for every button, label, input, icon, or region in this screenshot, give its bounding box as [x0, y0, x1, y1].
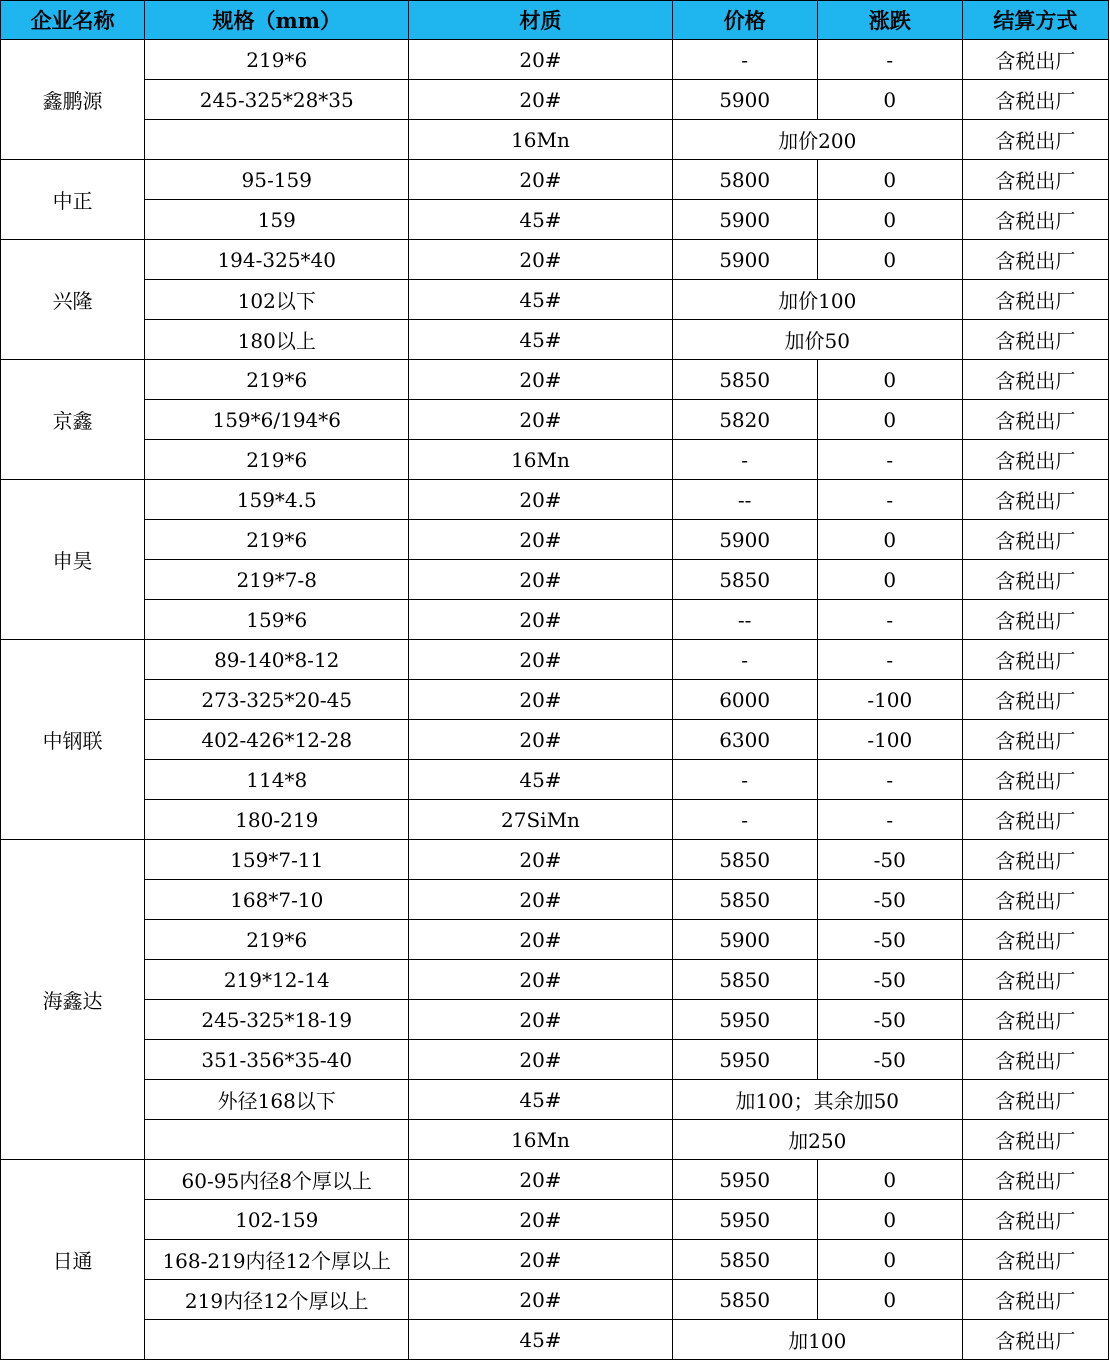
price-cell: 5850: [672, 880, 817, 920]
spec-cell: 402-426*12-28: [145, 720, 409, 760]
change-cell: 0: [817, 80, 962, 120]
material-cell: 20#: [409, 840, 672, 880]
price-cell: 5950: [672, 1160, 817, 1200]
settlement-cell: 含税出厂: [962, 1200, 1108, 1240]
change-cell: 0: [817, 1160, 962, 1200]
settlement-cell: 含税出厂: [962, 720, 1108, 760]
settlement-cell: 含税出厂: [962, 520, 1108, 560]
table-row: [1, 680, 1109, 720]
price-cell: 5850: [672, 560, 817, 600]
change-cell: -50: [817, 880, 962, 920]
price-cell: -: [672, 440, 817, 480]
settlement-cell: 含税出厂: [962, 640, 1108, 680]
settlement-cell: 含税出厂: [962, 1160, 1108, 1200]
spec-cell: 159*7-11: [145, 840, 409, 880]
company-cell: 中正: [1, 160, 145, 240]
table-row: [1, 280, 1109, 320]
settlement-cell: 含税出厂: [962, 680, 1108, 720]
settlement-cell: 含税出厂: [962, 1000, 1108, 1040]
header-material: 材质: [409, 1, 672, 40]
material-cell: 20#: [409, 400, 672, 440]
price-cell: 5850: [672, 1280, 817, 1320]
material-cell: 20#: [409, 720, 672, 760]
change-cell: 0: [817, 1240, 962, 1280]
settlement-cell: 含税出厂: [962, 1280, 1108, 1320]
price-cell: 5850: [672, 1240, 817, 1280]
table-row: [1, 560, 1109, 600]
table-row: [1, 640, 1109, 680]
spec-cell: 219*6: [145, 360, 409, 400]
settlement-cell: 含税出厂: [962, 880, 1108, 920]
settlement-cell: 含税出厂: [962, 1120, 1108, 1160]
change-cell: -50: [817, 960, 962, 1000]
spec-cell: 245-325*28*35: [145, 80, 409, 120]
material-cell: 45#: [409, 320, 672, 360]
material-cell: 27SiMn: [409, 800, 672, 840]
settlement-cell: 含税出厂: [962, 200, 1108, 240]
settlement-cell: 含税出厂: [962, 400, 1108, 440]
material-cell: 20#: [409, 960, 672, 1000]
settlement-cell: 含税出厂: [962, 240, 1108, 280]
table-row: [1, 920, 1109, 960]
spec-cell: 219*6: [145, 40, 409, 80]
price-note-cell: 加价100: [672, 280, 962, 320]
change-cell: -50: [817, 1040, 962, 1080]
price-cell: -: [672, 800, 817, 840]
price-cell: 5800: [672, 160, 817, 200]
table-row: [1, 1080, 1109, 1120]
change-cell: -: [817, 40, 962, 80]
table-row: [1, 1000, 1109, 1040]
company-cell: 中钢联: [1, 640, 145, 840]
table-row: [1, 1320, 1109, 1360]
table-row: [1, 760, 1109, 800]
spec-cell: 273-325*20-45: [145, 680, 409, 720]
material-cell: 20#: [409, 1200, 672, 1240]
price-cell: -: [672, 760, 817, 800]
material-cell: 20#: [409, 40, 672, 80]
material-cell: 16Mn: [409, 120, 672, 160]
spec-cell: 219内径12个厚以上: [145, 1280, 409, 1320]
material-cell: 20#: [409, 80, 672, 120]
spec-cell: 159*6/194*6: [145, 400, 409, 440]
table-header: [1, 1, 1109, 40]
change-cell: -100: [817, 680, 962, 720]
table-row: [1, 480, 1109, 520]
header-change: 涨跌: [817, 1, 962, 40]
material-cell: 45#: [409, 760, 672, 800]
spec-cell: 外径168以下: [145, 1080, 409, 1120]
price-cell: -: [672, 40, 817, 80]
change-cell: 0: [817, 1280, 962, 1320]
spec-cell: 245-325*18-19: [145, 1000, 409, 1040]
material-cell: 45#: [409, 1320, 672, 1360]
spec-cell: 219*12-14: [145, 960, 409, 1000]
material-cell: 20#: [409, 880, 672, 920]
price-cell: 6000: [672, 680, 817, 720]
spec-cell: 168-219内径12个厚以上: [145, 1240, 409, 1280]
table-row: [1, 880, 1109, 920]
settlement-cell: 含税出厂: [962, 440, 1108, 480]
table-row: [1, 1240, 1109, 1280]
settlement-cell: 含税出厂: [962, 80, 1108, 120]
table-row: [1, 200, 1109, 240]
settlement-cell: 含税出厂: [962, 40, 1108, 80]
spec-cell: 194-325*40: [145, 240, 409, 280]
table-body: [1, 40, 1109, 1360]
price-cell: 5950: [672, 1200, 817, 1240]
header-row: [1, 1, 1109, 40]
spec-cell: 95-159: [145, 160, 409, 200]
change-cell: 0: [817, 360, 962, 400]
change-cell: 0: [817, 560, 962, 600]
settlement-cell: 含税出厂: [962, 960, 1108, 1000]
settlement-cell: 含税出厂: [962, 360, 1108, 400]
header-price: 价格: [672, 1, 817, 40]
settlement-cell: 含税出厂: [962, 840, 1108, 880]
table-row: [1, 840, 1109, 880]
price-cell: 5950: [672, 1000, 817, 1040]
material-cell: 16Mn: [409, 440, 672, 480]
change-cell: -100: [817, 720, 962, 760]
spec-cell: 102-159: [145, 1200, 409, 1240]
settlement-cell: 含税出厂: [962, 480, 1108, 520]
settlement-cell: 含税出厂: [962, 920, 1108, 960]
material-cell: 20#: [409, 1280, 672, 1320]
material-cell: 20#: [409, 600, 672, 640]
price-cell: 5850: [672, 360, 817, 400]
spec-cell: 180以上: [145, 320, 409, 360]
settlement-cell: 含税出厂: [962, 320, 1108, 360]
settlement-cell: 含税出厂: [962, 1080, 1108, 1120]
price-note-cell: 加价200: [672, 120, 962, 160]
price-note-cell: 加250: [672, 1120, 962, 1160]
material-cell: 20#: [409, 1040, 672, 1080]
table-row: [1, 960, 1109, 1000]
settlement-cell: 含税出厂: [962, 800, 1108, 840]
spec-cell: 351-356*35-40: [145, 1040, 409, 1080]
settlement-cell: 含税出厂: [962, 1320, 1108, 1360]
price-cell: 5820: [672, 400, 817, 440]
price-note-cell: 加100: [672, 1320, 962, 1360]
table-row: [1, 600, 1109, 640]
spec-cell: [145, 1120, 409, 1160]
material-cell: 45#: [409, 200, 672, 240]
change-cell: 0: [817, 400, 962, 440]
settlement-cell: 含税出厂: [962, 1040, 1108, 1080]
change-cell: 0: [817, 160, 962, 200]
change-cell: -: [817, 800, 962, 840]
price-cell: 5900: [672, 920, 817, 960]
change-cell: -50: [817, 840, 962, 880]
table-row: [1, 320, 1109, 360]
table-row: [1, 800, 1109, 840]
change-cell: 0: [817, 200, 962, 240]
table-row: [1, 1280, 1109, 1320]
material-cell: 20#: [409, 640, 672, 680]
spec-cell: 219*6: [145, 440, 409, 480]
table-row: [1, 1200, 1109, 1240]
company-cell: 海鑫达: [1, 840, 145, 1160]
spec-cell: 114*8: [145, 760, 409, 800]
price-note-cell: 加价50: [672, 320, 962, 360]
price-note-cell: 加100；其余加50: [672, 1080, 962, 1120]
change-cell: -: [817, 760, 962, 800]
spec-cell: 60-95内径8个厚以上: [145, 1160, 409, 1200]
material-cell: 45#: [409, 1080, 672, 1120]
change-cell: 0: [817, 1200, 962, 1240]
change-cell: -: [817, 480, 962, 520]
material-cell: 16Mn: [409, 1120, 672, 1160]
settlement-cell: 含税出厂: [962, 600, 1108, 640]
table-row: [1, 400, 1109, 440]
material-cell: 20#: [409, 920, 672, 960]
spec-cell: 180-219: [145, 800, 409, 840]
change-cell: -: [817, 640, 962, 680]
material-cell: 20#: [409, 560, 672, 600]
change-cell: -: [817, 600, 962, 640]
spec-cell: 219*6: [145, 520, 409, 560]
change-cell: -50: [817, 920, 962, 960]
spec-cell: [145, 1320, 409, 1360]
spec-cell: 159*6: [145, 600, 409, 640]
spec-cell: 159: [145, 200, 409, 240]
table-row: [1, 80, 1109, 120]
material-cell: 20#: [409, 1160, 672, 1200]
company-cell: 兴隆: [1, 240, 145, 360]
settlement-cell: 含税出厂: [962, 1240, 1108, 1280]
spec-cell: 219*7-8: [145, 560, 409, 600]
spec-cell: 168*7-10: [145, 880, 409, 920]
material-cell: 20#: [409, 240, 672, 280]
company-cell: 鑫鹏源: [1, 40, 145, 160]
material-cell: 20#: [409, 520, 672, 560]
price-cell: 5900: [672, 80, 817, 120]
change-cell: -: [817, 440, 962, 480]
table-row: [1, 440, 1109, 480]
change-cell: 0: [817, 520, 962, 560]
price-cell: 5850: [672, 960, 817, 1000]
table-row: [1, 240, 1109, 280]
price-cell: 5850: [672, 840, 817, 880]
header-company: 企业名称: [1, 1, 145, 40]
settlement-cell: 含税出厂: [962, 120, 1108, 160]
material-cell: 20#: [409, 480, 672, 520]
material-cell: 20#: [409, 360, 672, 400]
change-cell: 0: [817, 240, 962, 280]
spec-cell: 89-140*8-12: [145, 640, 409, 680]
change-cell: -50: [817, 1000, 962, 1040]
spec-cell: 219*6: [145, 920, 409, 960]
spec-cell: 102以下: [145, 280, 409, 320]
material-cell: 20#: [409, 1240, 672, 1280]
table-row: [1, 120, 1109, 160]
price-cell: 5950: [672, 1040, 817, 1080]
price-cell: --: [672, 480, 817, 520]
spec-cell: [145, 120, 409, 160]
table-row: [1, 720, 1109, 760]
spec-cell: 159*4.5: [145, 480, 409, 520]
company-cell: 申昊: [1, 480, 145, 640]
table-row: [1, 1040, 1109, 1080]
table-row: [1, 360, 1109, 400]
settlement-cell: 含税出厂: [962, 160, 1108, 200]
table-row: [1, 520, 1109, 560]
material-cell: 20#: [409, 160, 672, 200]
material-cell: 45#: [409, 280, 672, 320]
header-settlement: 结算方式: [962, 1, 1108, 40]
company-cell: 日通: [1, 1160, 145, 1360]
price-cell: 5900: [672, 200, 817, 240]
price-cell: -: [672, 640, 817, 680]
price-cell: 5900: [672, 520, 817, 560]
table-row: [1, 160, 1109, 200]
price-cell: 6300: [672, 720, 817, 760]
settlement-cell: 含税出厂: [962, 280, 1108, 320]
settlement-cell: 含税出厂: [962, 760, 1108, 800]
table-row: [1, 1160, 1109, 1200]
material-cell: 20#: [409, 1000, 672, 1040]
price-cell: 5900: [672, 240, 817, 280]
table-row: [1, 1120, 1109, 1160]
table-row: [1, 40, 1109, 80]
price-cell: --: [672, 600, 817, 640]
material-cell: 20#: [409, 680, 672, 720]
settlement-cell: 含税出厂: [962, 560, 1108, 600]
company-cell: 京鑫: [1, 360, 145, 480]
header-spec: 规格（mm）: [145, 1, 409, 40]
